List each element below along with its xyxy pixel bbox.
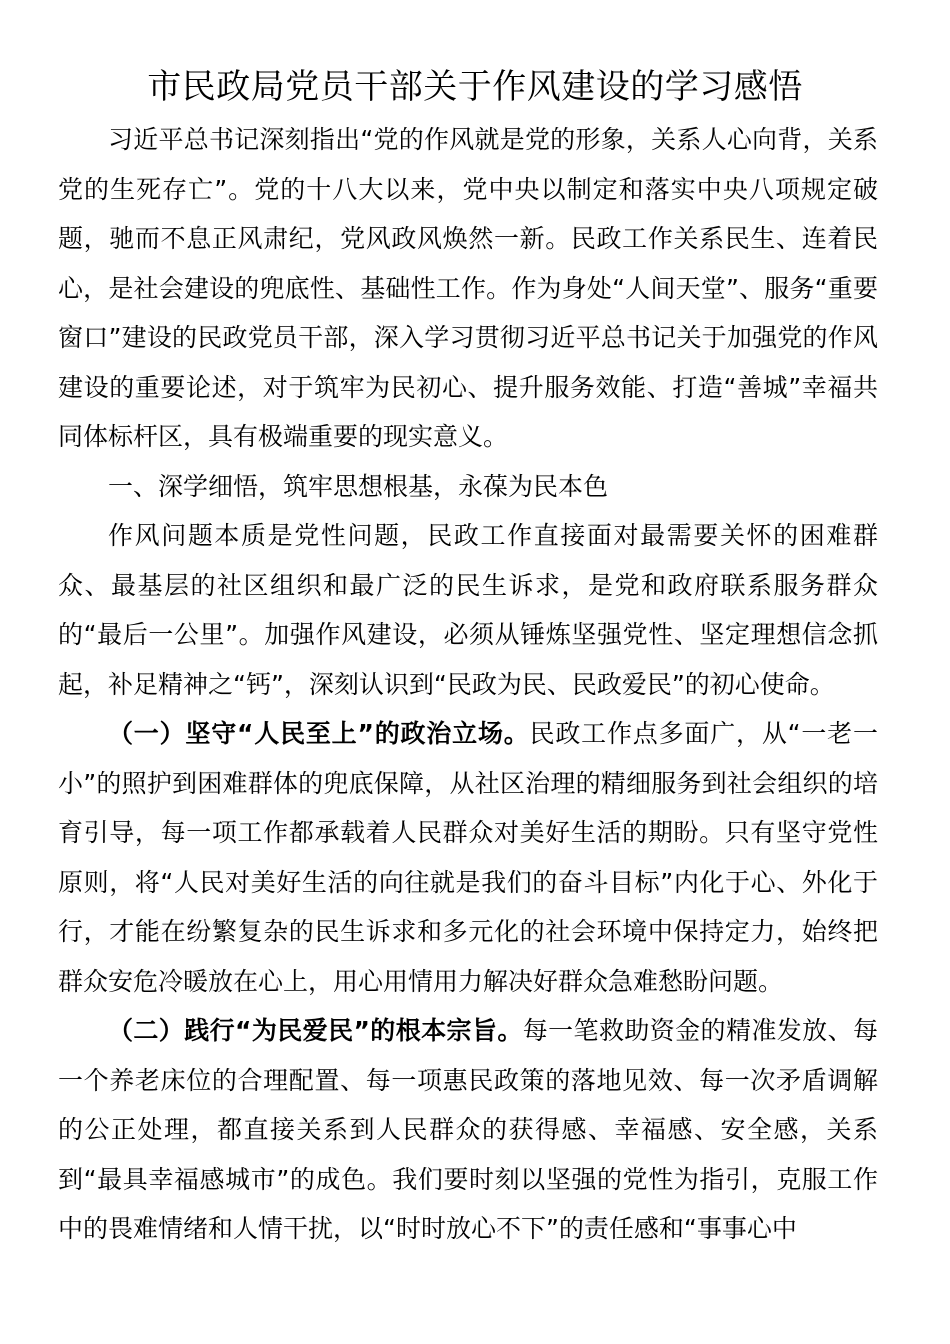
- section-1-paragraph-text: 作风问题本质是党性问题，民政工作直接面对最需要关怀的困难群众、最基层的社区组织和最广泛的民生诉求，是党和政府联系服务群众的“最后一公里”。加强作风建设，必须从锤炼坚强党性、坚定理想信念抓起，补足精神之“钙”，深刻认识到“民政为民、民政爱民”的初心使命。: [58, 521, 878, 699]
- subsection-2-text: 每一笔救助资金的精准发放、每一个养老床位的合理配置、每一项惠民政策的落地见效、每一次矛盾调解的公正处理，都直接关系到人民群众的获得感、幸福感、安全感，关系到“最具幸福感城市”的成色。我们要时刻以坚强的党性为指引，克服工作中的畏难情绪和人情干扰，以“时时放心不下”的责任感和“事事心中: [58, 1016, 878, 1243]
- intro-paragraph-text: 习近平总书记深刻指出“党的作风就是党的形象，关系人心向背，关系党的生死存亡”。党的十八大以来，党中央以制定和落实中央八项规定破题，驰而不息正风肃纪，党风政风焕然一新。民政工作关系民生、连着民心，是社会建设的兜底性、基础性工作。作为身处“人间天堂”、服务“重要窗口”建设的民政党员干部，深入学习贯彻习近平总书记关于加强党的作风建设的重要论述，对于筑牢为民初心、提升服务效能、打造“善城”幸福共同体标杆区，具有极端重要的现实意义。: [58, 125, 878, 451]
- subsection-1-text: 民政工作点多面广，从“一老一小”的照护到困难群体的兜底保障，从社区治理的精细服务到社会组织的培育引导，每一项工作都承载着人民群众对美好生活的期盼。只有坚守党性原则，将“人民对美好生活的向往就是我们的奋斗目标”内化于心、外化于行，才能在纷繁复杂的民生诉求和多元化的社会环境中保持定力，始终把群众安危冷暖放在心上，用心用情用力解决好群众急难愁盼问题。: [58, 719, 878, 996]
- subsection-1-paragraph: [58, 709, 878, 1006]
- section-heading-1-text: 一、深学细悟，筑牢思想根基，永葆为民本色: [108, 471, 609, 501]
- document-body: [58, 115, 878, 1254]
- document-title: 市民政局党员干部关于作风建设的学习感悟: [147, 67, 803, 107]
- section-heading-1: [58, 462, 878, 512]
- section-1-paragraph: [58, 511, 878, 709]
- subsection-1-lead: （一）坚守“人民至上”的政治立场。: [108, 719, 530, 748]
- intro-paragraph: [58, 115, 878, 462]
- subsection-2-paragraph: [58, 1006, 878, 1254]
- subsection-2-lead: （二）践行“为民爱民”的根本宗旨。: [108, 1016, 523, 1045]
